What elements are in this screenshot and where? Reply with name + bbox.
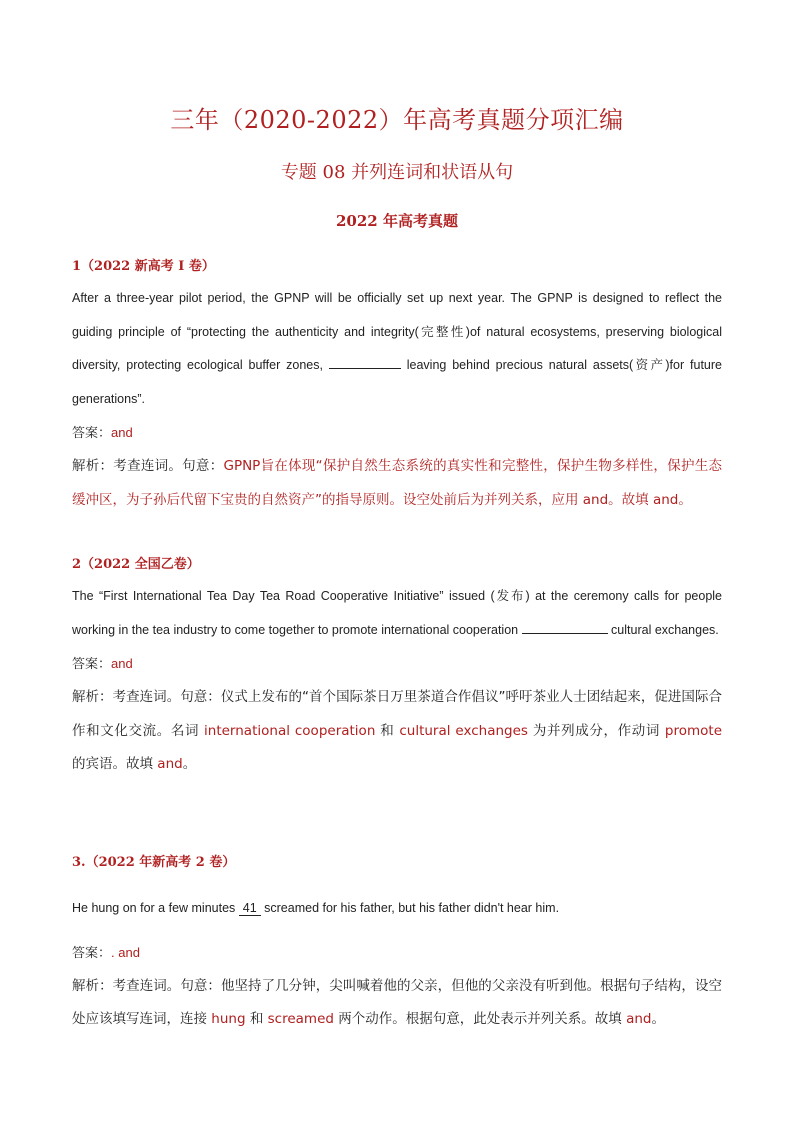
question-3-text <box>72 892 722 926</box>
question-2-answer <box>72 647 722 681</box>
explanation-term: cultural exchanges <box>399 722 528 739</box>
answer-value: and <box>111 656 133 671</box>
question-1-source: 1（2022 新高考 I 卷） <box>72 259 215 274</box>
explanation-label: 解析：考查连词。句意：仪式上发布的“首个国际茶日万里茶道合作倡议”呼吁茶业人士团结起来，促进国际合作和文化交流。名词 <box>72 689 722 739</box>
question-3 <box>72 852 722 1037</box>
explanation-term: hung <box>211 1011 246 1027</box>
page-subtitle: 专题 08 并列连词和状语从句 <box>280 162 514 183</box>
explanation-term: and <box>626 1011 652 1027</box>
answer-blank-number: 41 <box>239 901 261 916</box>
explanation-text: 两个动作。根据句意，此处表示并列关系。故填 <box>333 1011 627 1027</box>
question-1 <box>72 256 722 517</box>
answer-blank <box>522 621 608 634</box>
question-2 <box>72 554 722 782</box>
question-2-explanation <box>72 681 722 782</box>
question-1-text-part-a: After a three-year pilot period, the GPNP will be officially set up next year. The GPNP is designed to reflect the guiding principle of “protecting the authenticity and integrity(完整性)of natural ecosystems, preserving biological diversity, protecting ecological buffer zones, <box>72 291 722 372</box>
question-3-text-part-b: screamed for his father, but his father didn't hear him. <box>260 901 560 915</box>
question-3-explanation <box>72 970 722 1037</box>
question-2-text-part-a: The “First International Tea Day Tea Road Cooperative Initiative” issued (发布) at the ceremony calls for people working in the tea industry to come together to promote international cooperation <box>72 589 722 637</box>
question-3-text-part-a: He hung on for a few minutes <box>72 901 239 915</box>
explanation-term: promote <box>664 722 722 739</box>
explanation-label: 解析：考查连词。句意： <box>72 458 224 474</box>
question-1-answer <box>72 416 722 450</box>
question-1-text <box>72 282 722 416</box>
answer-value: and <box>111 425 133 440</box>
answer-value: . and <box>111 944 140 960</box>
answer-label: 答案： <box>72 945 112 961</box>
explanation-text: 为并列成分，作动词 <box>527 722 665 739</box>
explanation-text: GPNP旨在体现“保护自然生态系统的真实性和完整性，保护生物多样性，保护生态缓冲区，为子孙后代留下宝贵的自然资产”的指导原则。设空处前后为并列关系，应用 and。故填 and。 <box>72 458 723 508</box>
explanation-term: screamed <box>267 1011 334 1027</box>
explanation-text: 。 <box>182 756 197 772</box>
page-title: 三年（2020-2022）年高考真题分项汇编 <box>170 106 624 134</box>
explanation-term: international cooperation <box>204 722 376 739</box>
explanation-text: 的宾语。故填 <box>72 756 158 772</box>
explanation-label: 解析：考查连词。句意：他坚持了几分钟，尖叫喊着他的父亲，但他的父亲没有听到他。根据句子结构，设空处应该填写连词，连接 <box>72 977 722 1027</box>
explanation-text: 。 <box>651 1011 665 1027</box>
explanation-text: 和 <box>375 722 400 739</box>
section-heading: 2022 年高考真题 <box>336 212 458 230</box>
question-2-source: 2（2022 全国乙卷） <box>72 557 200 572</box>
question-3-answer <box>72 936 722 970</box>
answer-label: 答案： <box>72 657 112 672</box>
answer-label: 答案： <box>72 426 112 441</box>
question-1-explanation <box>72 450 722 517</box>
question-3-source: 3.（2022 年新高考 2 卷） <box>72 855 236 870</box>
answer-blank <box>329 356 401 369</box>
question-1-text-part-b: leaving behind precious natural assets(资产)for future generations”. <box>72 358 722 406</box>
question-2-text <box>72 580 722 647</box>
question-2-text-part-b: cultural exchanges. <box>607 622 719 637</box>
explanation-text: 和 <box>245 1011 268 1027</box>
explanation-term: and <box>157 756 183 772</box>
